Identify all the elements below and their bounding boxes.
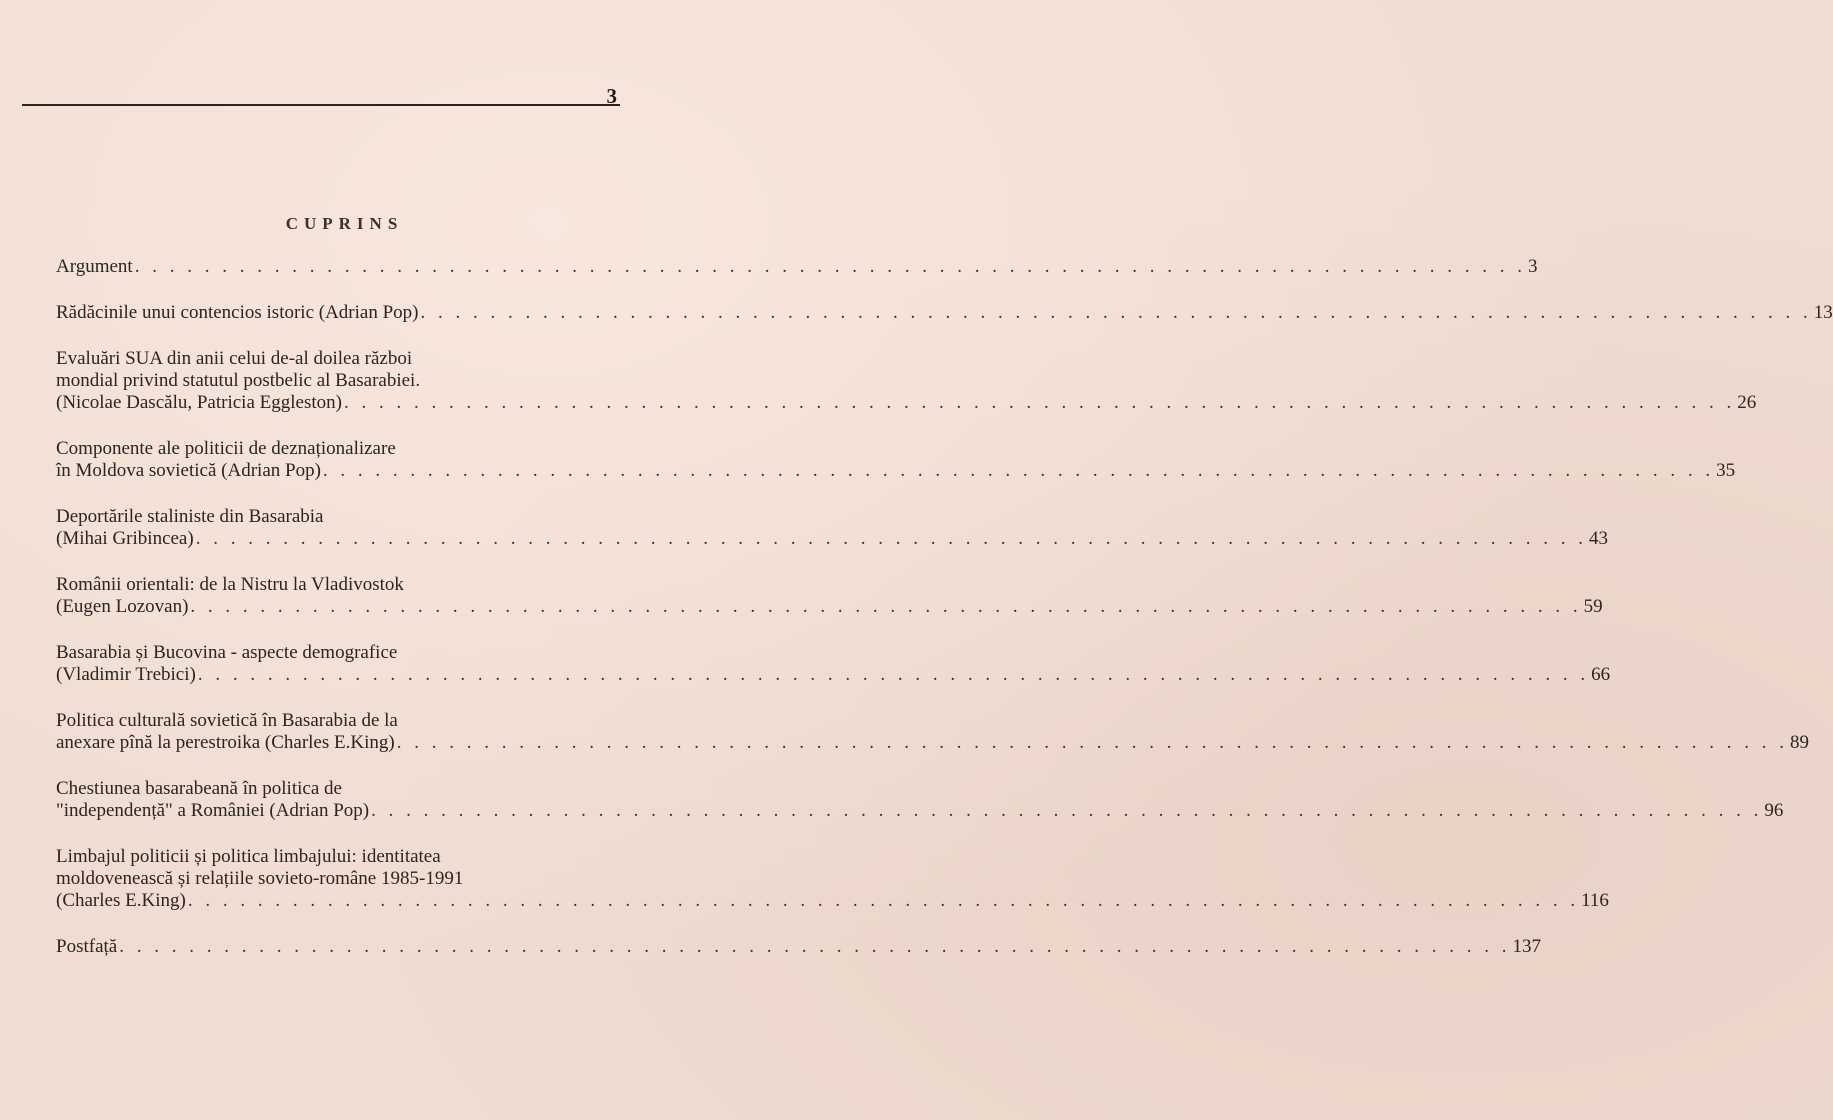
toc-entry-text: Românii orientali: de la Nistru la Vladivostok [56, 574, 404, 595]
toc-page-number: 35 [1716, 460, 1736, 481]
toc-entry [56, 936, 1541, 958]
dot-leader: . . . . . . . . . . . . . . . . . . . . . . . . . . . . . . . . . . . . . . . . . . . . . . . . . . . . . . . . . . . . . . . . . . . . . . . . . . . . . . . . [187, 890, 1580, 911]
dot-leader: . . . . . . . . . . . . . . . . . . . . . . . . . . . . . . . . . . . . . . . . . . . . . . . . . . . . . . . . . . . . . . . . . . . . . . . . . . . . . . . . [420, 302, 1812, 323]
dot-leader: . . . . . . . . . . . . . . . . . . . . . . . . . . . . . . . . . . . . . . . . . . . . . . . . . . . . . . . . . . . . . . . . . . . . . . . . . . . . . . . . [190, 596, 1582, 617]
toc-entry [56, 778, 1784, 822]
toc-page-number: 59 [1583, 596, 1603, 617]
toc-entry-last-line [56, 936, 1541, 958]
toc-entry-text: Rădăcinile unui contencios istoric (Adrian Pop) [56, 302, 419, 323]
toc-entry-text: anexare pînă la perestroika (Charles E.King) [56, 732, 395, 753]
toc-entry-last-line [56, 302, 1833, 324]
toc-entry [56, 846, 1609, 912]
toc-entry-text: în Moldova sovietică (Adrian Pop) [56, 460, 321, 481]
toc-page-number: 116 [1581, 890, 1609, 911]
toc-entry [56, 302, 1833, 324]
toc-entry-last-line [56, 890, 1609, 912]
toc-entry-text: (Eugen Lozovan) [56, 596, 189, 617]
toc-entry-text: (Mihai Gribincea) [56, 528, 194, 549]
toc-entry [56, 256, 1538, 278]
toc-entry [56, 506, 1608, 550]
toc-entry-last-line [56, 528, 1608, 550]
toc-entry-text: Politica culturală sovietică în Basarabia de la [56, 710, 398, 731]
toc-entry-text: moldovenească și relațiile sovieto-române 1985-1991 [56, 868, 464, 889]
toc-entry-text: mondial privind statutul postbelic al Basarabiei. [56, 370, 421, 391]
toc-entry-last-line [56, 392, 1757, 414]
dot-leader: . . . . . . . . . . . . . . . . . . . . . . . . . . . . . . . . . . . . . . . . . . . . . . . . . . . . . . . . . . . . . . . . . . . . . . . . . . . . . . . . [322, 460, 1715, 481]
toc-entry-last-line [56, 460, 1736, 482]
toc-entry-text: Postfață [56, 936, 118, 957]
toc-entry-last-line [56, 732, 1809, 754]
toc-page-number: 96 [1764, 800, 1784, 821]
toc-entry-last-line [56, 800, 1784, 822]
toc-page-number: 89 [1789, 732, 1809, 753]
toc-entry-text: Deportările staliniste din Basarabia [56, 506, 324, 527]
toc-page-number: 66 [1591, 664, 1611, 685]
toc-page-number: 26 [1737, 392, 1757, 413]
toc-entry [56, 574, 1603, 618]
table-of-contents [56, 256, 1833, 982]
toc-entry-last-line [56, 256, 1538, 278]
dot-leader: . . . . . . . . . . . . . . . . . . . . . . . . . . . . . . . . . . . . . . . . . . . . . . . . . . . . . . . . . . . . . . . . . . . . . . . . . . . . . . . . [134, 256, 1526, 277]
page-number: 3 [606, 84, 617, 108]
toc-entry-text: (Charles E.King) [56, 890, 186, 911]
toc-page-number: 3 [1527, 256, 1538, 277]
toc-entry-text: (Vladimir Trebici) [56, 664, 196, 685]
toc-entry-last-line [56, 664, 1611, 686]
dot-leader: . . . . . . . . . . . . . . . . . . . . . . . . . . . . . . . . . . . . . . . . . . . . . . . . . . . . . . . . . . . . . . . . . . . . . . . . . . . . . . . . [197, 664, 1590, 685]
toc-title: CUPRINS [285, 214, 404, 233]
toc-page-number: 43 [1588, 528, 1608, 549]
toc-entry [56, 710, 1809, 754]
toc-entry [56, 348, 1757, 414]
toc-entry [56, 642, 1611, 686]
toc-entry [56, 438, 1736, 482]
toc-page-number: 137 [1512, 936, 1541, 957]
toc-entry-text: Componente ale politicii de deznaționalizare [56, 438, 396, 459]
toc-entry-text: Evaluări SUA din anii celui de-al doilea război [56, 348, 413, 369]
dot-leader: . . . . . . . . . . . . . . . . . . . . . . . . . . . . . . . . . . . . . . . . . . . . . . . . . . . . . . . . . . . . . . . . . . . . . . . . . . . . . . . . [195, 528, 1587, 549]
toc-entry-text: Argument [56, 256, 133, 277]
dot-leader: . . . . . . . . . . . . . . . . . . . . . . . . . . . . . . . . . . . . . . . . . . . . . . . . . . . . . . . . . . . . . . . . . . . . . . . . . . . . . . . . [371, 800, 1763, 821]
dot-leader: . . . . . . . . . . . . . . . . . . . . . . . . . . . . . . . . . . . . . . . . . . . . . . . . . . . . . . . . . . . . . . . . . . . . . . . . . . . . . . . . [396, 732, 1788, 753]
dot-leader: . . . . . . . . . . . . . . . . . . . . . . . . . . . . . . . . . . . . . . . . . . . . . . . . . . . . . . . . . . . . . . . . . . . . . . . . . . . . . . . . [343, 392, 1736, 413]
toc-entry-text: "independență" a României (Adrian Pop) [56, 800, 370, 821]
toc-entry-last-line [56, 596, 1603, 618]
dot-leader: . . . . . . . . . . . . . . . . . . . . . . . . . . . . . . . . . . . . . . . . . . . . . . . . . . . . . . . . . . . . . . . . . . . . . . . . . . . . . . . . [119, 936, 1511, 957]
toc-entry-text: (Nicolae Dascălu, Patricia Eggleston) [56, 392, 342, 413]
toc-entry-text: Basarabia și Bucovina - aspecte demografice [56, 642, 398, 663]
toc-entry-text: Chestiunea basarabeană în politica de [56, 778, 342, 799]
toc-entry-text: Limbajul politicii și politica limbajului: identitatea [56, 846, 441, 867]
header-rule [22, 104, 620, 106]
toc-page-number: 13 [1813, 302, 1833, 323]
